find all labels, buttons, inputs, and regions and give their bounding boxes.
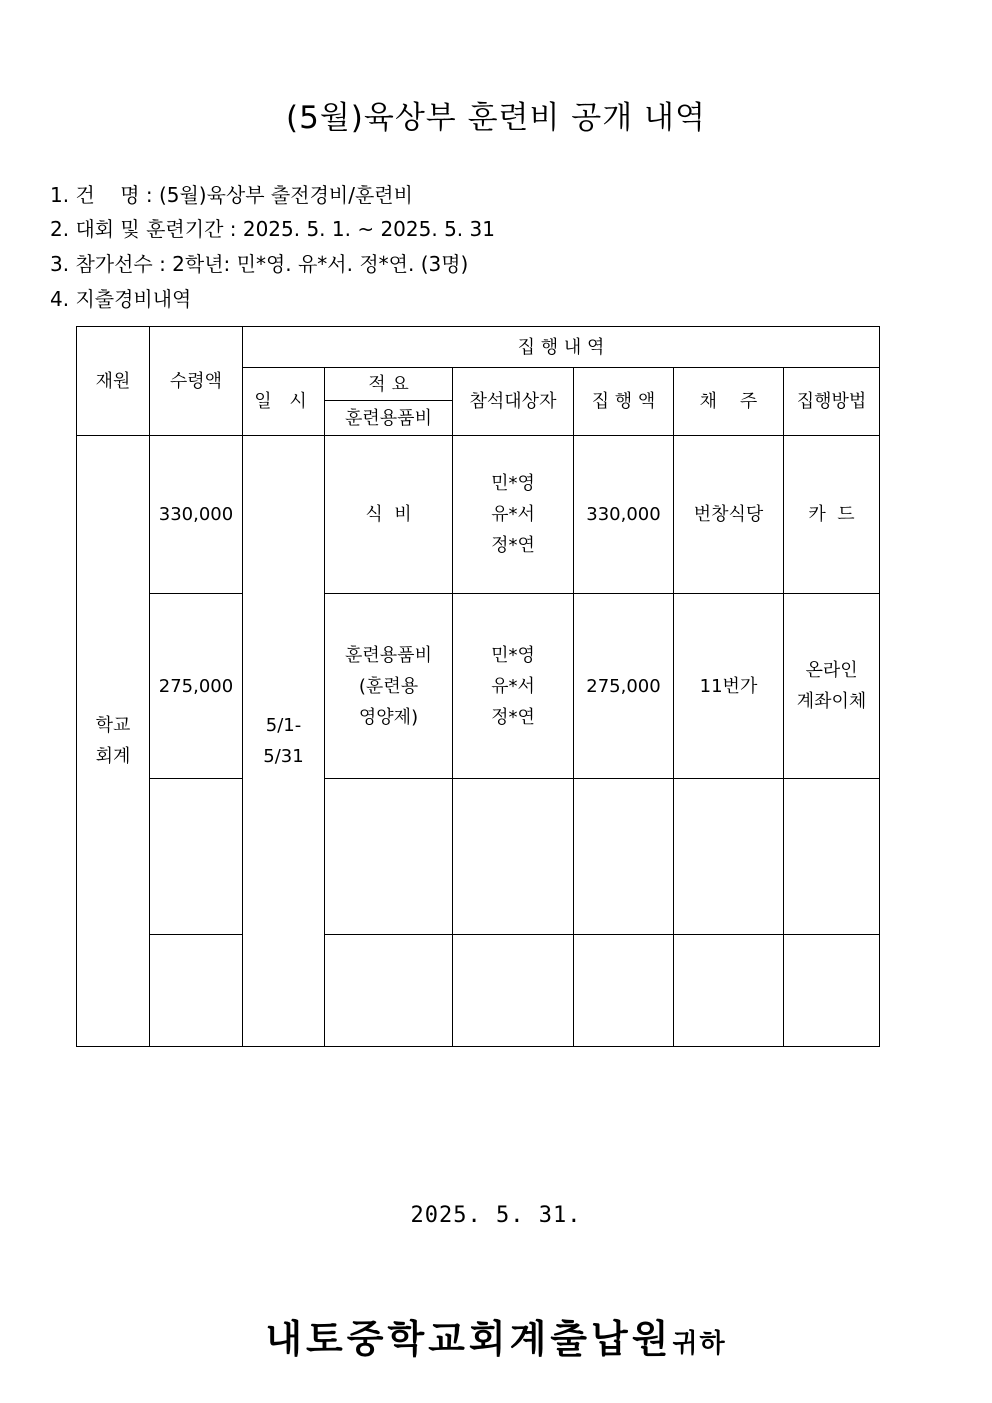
document-date: 2025. 5. 31.	[410, 1203, 582, 1228]
creditor-cell-empty	[674, 779, 784, 935]
amount-cell-empty	[574, 779, 674, 935]
info-item-period: 2. 대회 및 훈련기간 : 2025. 5. 1. ~ 2025. 5. 31	[50, 217, 495, 241]
summary-cell: 훈련용품비 (훈련용 영양제)	[325, 594, 453, 779]
received-cell-empty	[150, 779, 243, 935]
info-item-participants: 3. 참가선수 : 2학년: 민*영. 유*서. 정*연. (3명)	[50, 252, 469, 276]
creditor-cell-empty	[674, 935, 784, 1047]
date-cell: 5/1- 5/31	[243, 436, 325, 1047]
info-item-expense-heading: 4. 지출경비내역	[50, 287, 192, 311]
page-title: (5월)육상부 훈련비 공개 내역	[286, 100, 706, 136]
attendees-cell-empty	[453, 779, 574, 935]
header-method: 집행방법	[784, 368, 880, 436]
amount-cell: 330,000	[574, 436, 674, 594]
recipient-org: 내토중학교회계출납원	[265, 1317, 673, 1361]
header-attendees: 참석대상자	[453, 368, 574, 436]
received-cell: 330,000	[150, 436, 243, 594]
attendees-cell-empty	[453, 935, 574, 1047]
amount-cell-empty	[574, 935, 674, 1047]
recipient-honorific: 귀하	[672, 1329, 727, 1359]
method-cell-empty	[784, 779, 880, 935]
received-cell-empty	[150, 935, 243, 1047]
attendees-cell: 민*영 유*서 정*연	[453, 436, 574, 594]
info-item-subject: 1. 건 명 : (5월)육상부 출전경비/훈련비	[50, 183, 413, 207]
method-cell: 카 드	[784, 436, 880, 594]
header-summary: 적 요	[325, 368, 453, 401]
creditor-cell: 번창식당	[674, 436, 784, 594]
expense-table	[76, 326, 880, 1047]
header-date: 일 시	[243, 368, 325, 436]
header-received: 수령액	[150, 327, 243, 436]
method-cell-empty	[784, 935, 880, 1047]
source-cell: 학교 회계	[77, 436, 150, 1047]
attendees-cell: 민*영 유*서 정*연	[453, 594, 574, 779]
header-summary-sub: 훈련용품비	[325, 401, 453, 436]
header-source: 재원	[77, 327, 150, 436]
method-cell: 온라인 계좌이체	[784, 594, 880, 779]
header-creditor: 채 주	[674, 368, 784, 436]
amount-cell: 275,000	[574, 594, 674, 779]
summary-cell-empty	[325, 935, 453, 1047]
received-cell: 275,000	[150, 594, 243, 779]
header-amount: 집 행 액	[574, 368, 674, 436]
header-execution-group: 집 행 내 역	[243, 327, 880, 368]
summary-cell: 식 비	[325, 436, 453, 594]
creditor-cell: 11번가	[674, 594, 784, 779]
recipient-line	[0, 1308, 992, 1363]
summary-cell-empty	[325, 779, 453, 935]
